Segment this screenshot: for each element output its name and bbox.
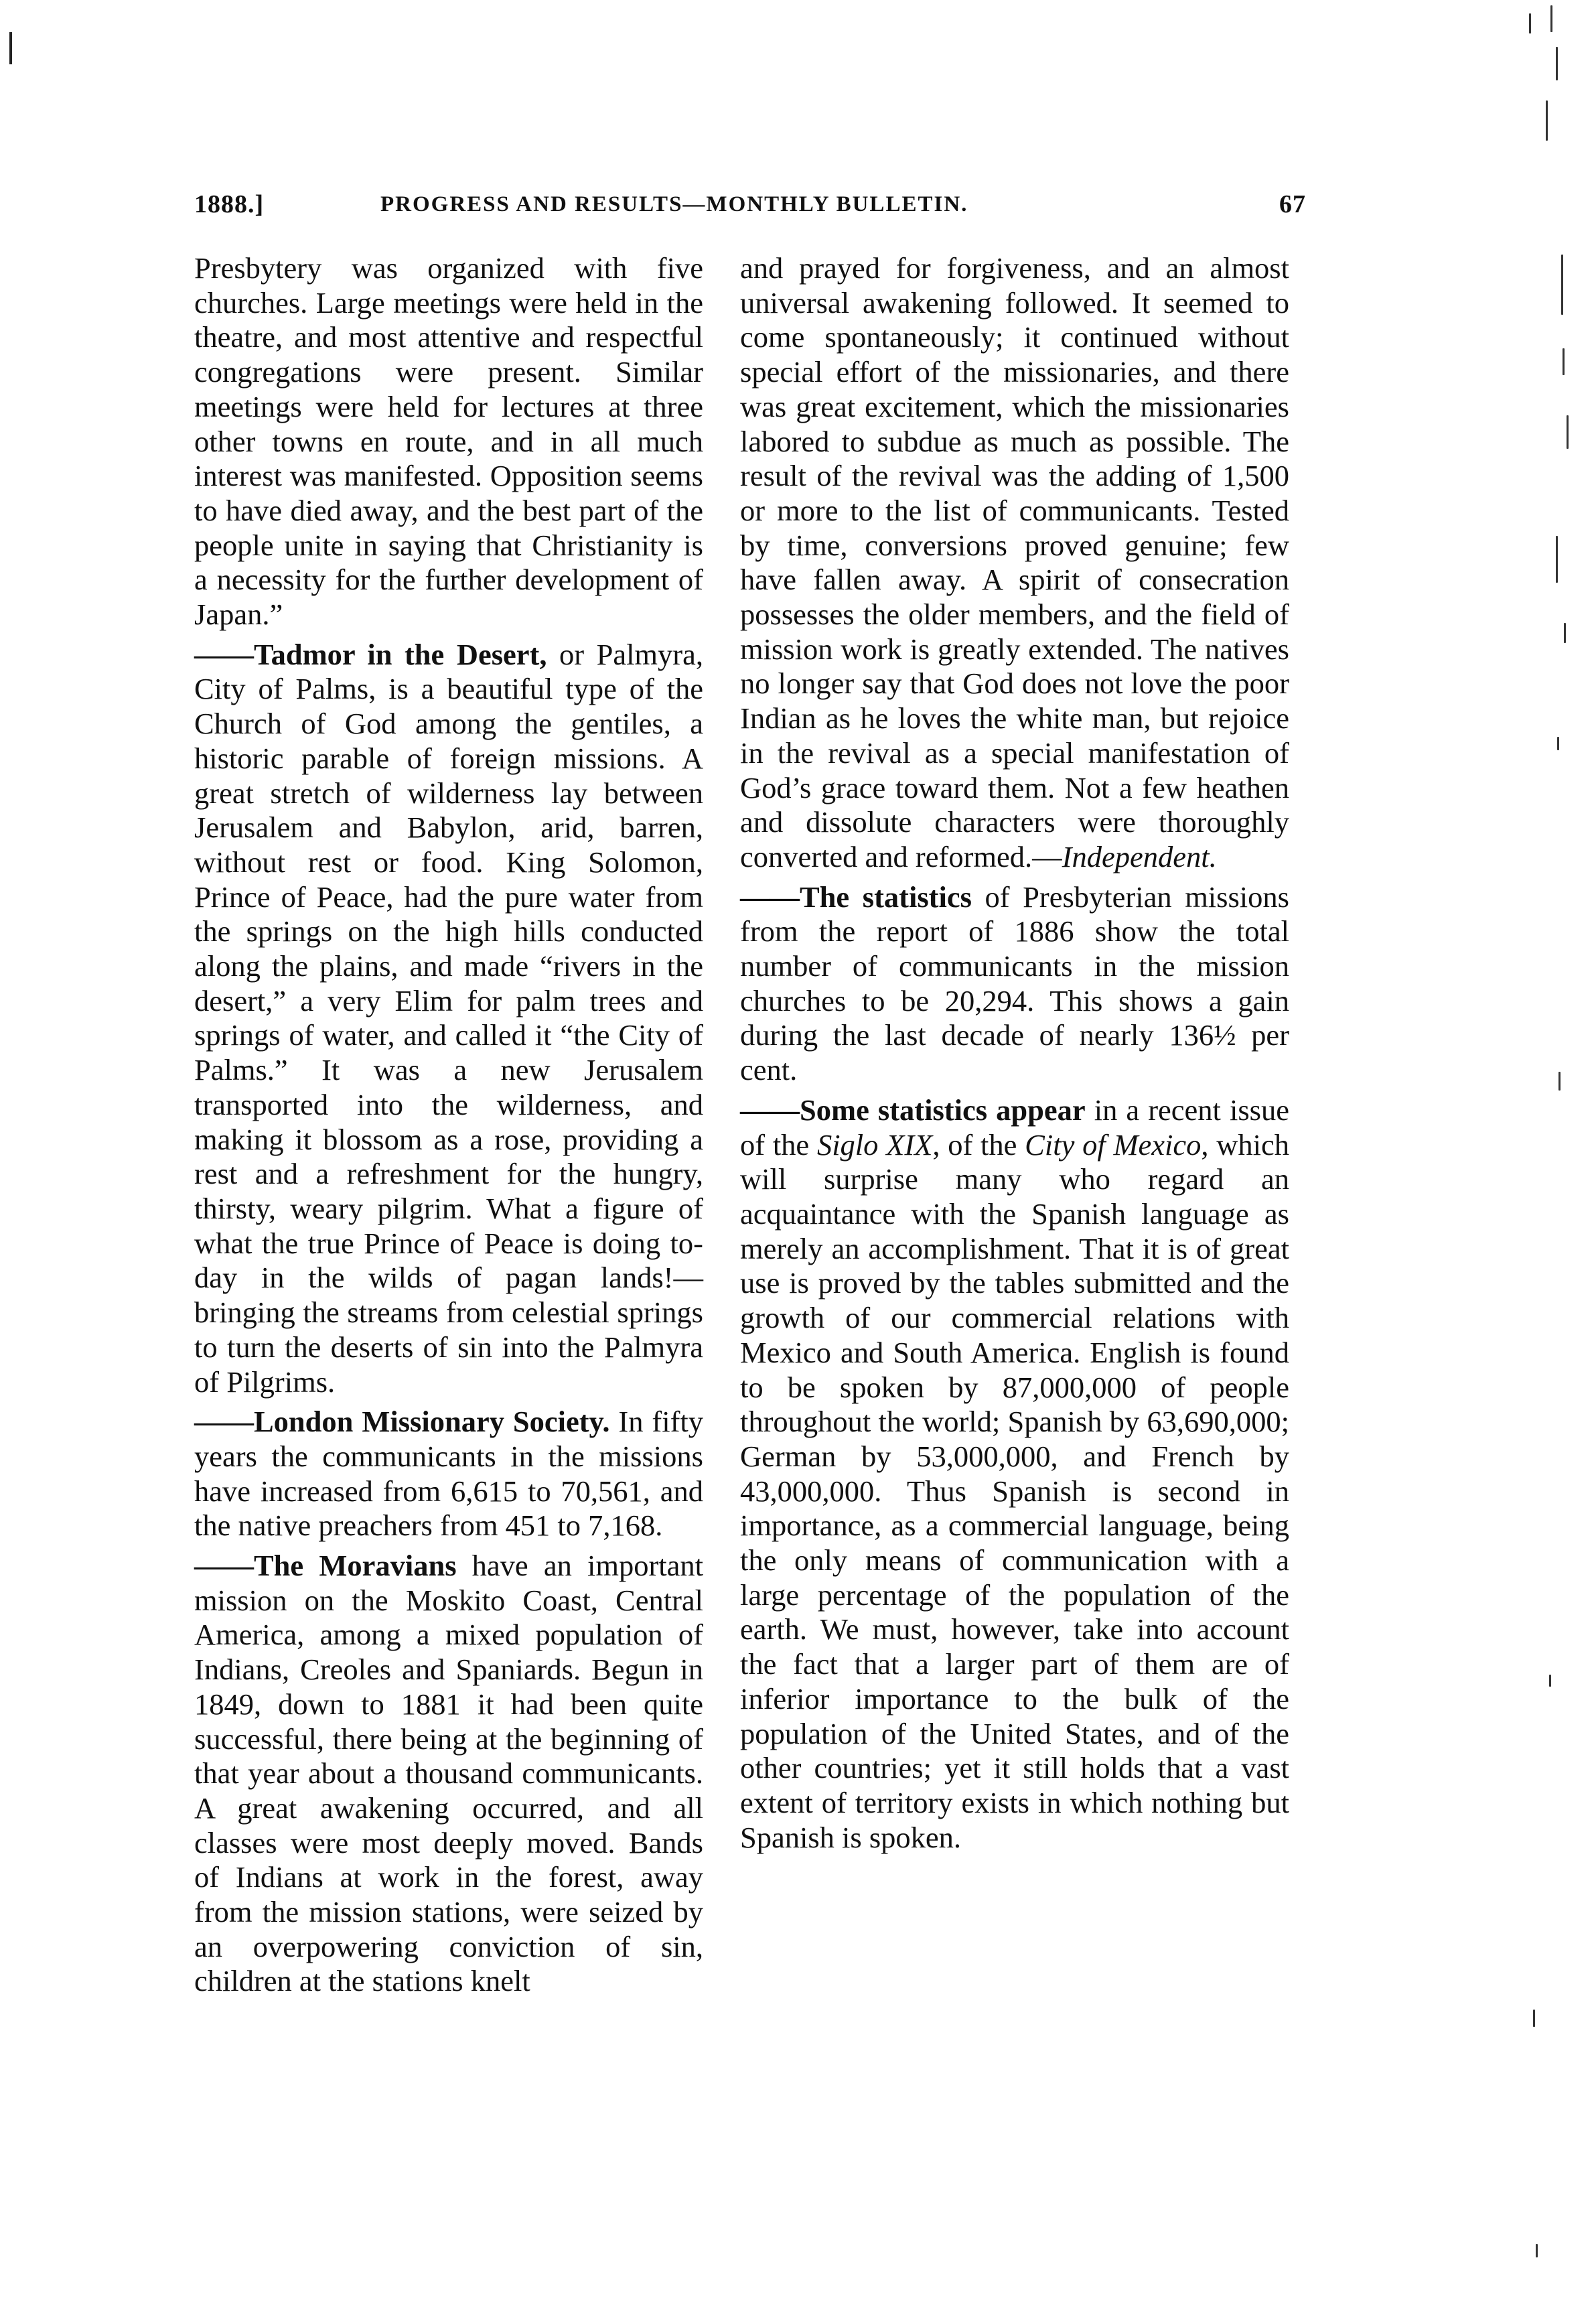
running-header — [194, 190, 1306, 230]
page-edge-specks — [1509, 0, 1583, 2311]
lms-body: In fifty years the communicants in the missions have increased from 6,615 to 70,561, and the native preachers from 451 to 7,168. — [194, 1405, 703, 1543]
left-column — [194, 251, 703, 2004]
revival-body: and prayed for forgiveness, and an almost universal awakening followed. It seemed to come spontaneously; it continued without special effort of the missionaries, and there was great excitement, which the missionaries labored to subdue as much as possible. The result of the revival was the adding of 1,500 or more to the list of communicants. Tested by time, conversions proved genuine; few have fallen away. A spirit of consecration possesses the older members, and the field of mission work is greatly extended. The natives no longer say that God does not love the poor Indian as he loves the white man, but rejoice in the revival as a special manifestation of God’s grace toward them. Not a few heathen and dissolute characters were thoroughly converted and reformed.— — [740, 251, 1289, 873]
moravians-body: have an important mission on the Moskito Coast, Central America, among a mixed population of Indians, Creoles and Spaniards. Begun in 1849, down to 1881 it had been quite successful, there being at the beginning of that year about a thousand communicants. A great awakening occurred, and all classes were most deeply moved. Bands of Indians at work in the forest, away from the mission stations, were seized by an overpowering conviction of sin, children at the stations knelt — [194, 1549, 703, 1998]
spanish-heading: ——Some statistics appear — [740, 1093, 1086, 1127]
left-paragraph-moravians — [194, 1549, 703, 1999]
left-paragraph-tadmor — [194, 638, 703, 1399]
right-paragraph-spanish — [740, 1093, 1289, 1855]
statistics-body: of Presbyterian missions from the report of 1886 show the total number of communicants in the mission churches to be 20,294. This shows a gain during the last decade of nearly 136½ per cent. — [740, 880, 1289, 1087]
spanish-body-a: in a recent issue of the — [740, 1093, 1289, 1162]
margin-mark — [9, 32, 12, 64]
statistics-heading: ——The statistics — [740, 880, 972, 914]
tadmor-heading: ——Tadmor in the Desert, — [194, 637, 547, 671]
left-paragraph-lms — [194, 1405, 703, 1543]
right-paragraph-revival — [740, 251, 1289, 875]
header-year: 1888.] — [194, 190, 265, 218]
lms-heading: ——London Missionary Society. — [194, 1405, 610, 1439]
spanish-city: City of Mexico — [1025, 1127, 1202, 1162]
page-number: 67 — [1279, 190, 1306, 218]
right-paragraph-statistics — [740, 880, 1289, 1088]
spanish-body-c: , which will surprise many who regard an acquaintance with the Spanish language as merely an accomplishment. That it is of great use is proved by the tables submitted and the growth of our commercial relations with Mexico and South America. English is found to be spoken by 87,000,000 of people throughout the world; Spanish by 63,690,000; German by 53,000,000, and French by 43,000,000. Thus Spanish is second in importance, as a commercial language, being the only means of communication with a large percentage of the population of the earth. We must, however, take into account the fact that a larger part of them are of inferior importance to the bulk of the population of the United States, and of the other countries; yet it still holds that a vast extent of territory exists in which nothing but Spanish is spoken. — [740, 1127, 1289, 1854]
moravians-heading: ——The Moravians — [194, 1549, 457, 1583]
tadmor-body: or Palmyra, City of Palms, is a beautiful type of the Church of God among the gentiles, a historic parable of foreign missions. A great stretch of wilderness lay between Jerusalem and Babylon, arid, barren, without rest or food. King Solomon, Prince of Peace, had the pure water from the springs on the high hills conducted along the plains, and made “rivers in the desert,” a very Elim for palm trees and springs of water, and called it “the City of Palms.” It was a new Jerusalem transported into the wilderness, and making it blossom as a rose, providing a rest and a refreshment for the hungry, thirsty, weary pilgrim. What a figure of what the true Prince of Peace is doing to-day in the wilds of pagan lands!—bringing the streams from celestial springs to turn the deserts of sin into the Palmyra of Pilgrims. — [194, 637, 703, 1399]
spanish-body-b: , of the — [932, 1127, 1025, 1162]
left-paragraph-japan: Presbytery was organized with five churches. Large meetings were held in the theatre, and most attentive and respectful congregations were present. Similar meetings were held for lectures at three other towns en route, and in all much interest was manifested. Opposition seems to have died away, and the best part of the people unite in saying that Christianity is a necessity for the further development of Japan.” — [194, 251, 703, 632]
spanish-publication: Siglo XIX — [816, 1127, 933, 1162]
revival-source: Independent. — [1062, 839, 1217, 873]
header-title: PROGRESS AND RESULTS—MONTHLY BULLETIN. — [380, 192, 968, 216]
right-column — [740, 251, 1289, 1860]
